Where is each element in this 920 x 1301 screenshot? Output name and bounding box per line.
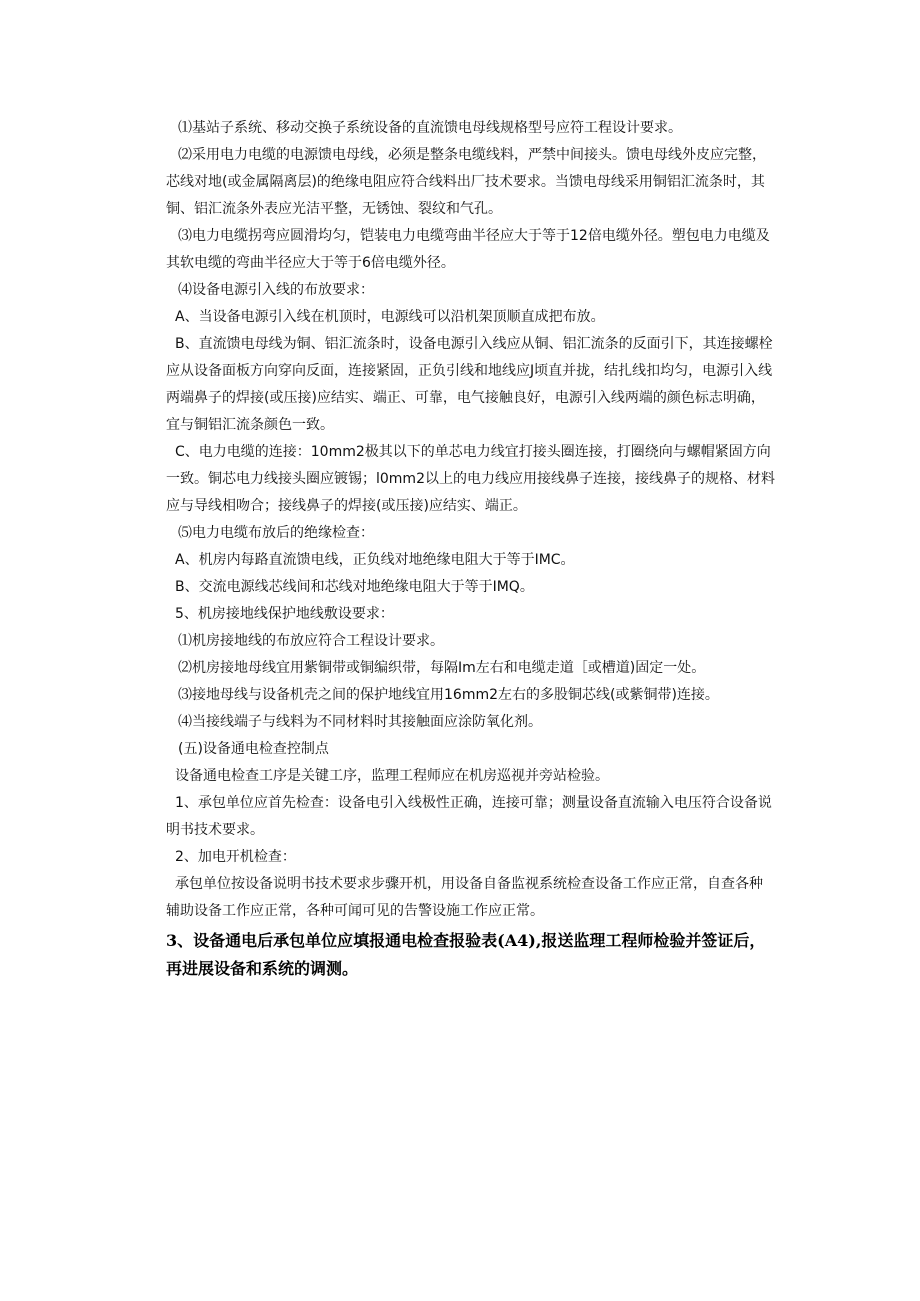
paragraph-five-2: 2、加电开机检查： (175, 849, 296, 865)
paragraph-4-4: ⑷设备电源引入线的布放要求： (178, 282, 374, 298)
paragraph-5-3: ⑶接地母线与设备机壳之间的保护地线宜用16mm2左右的多股铜芯线(或紫铜带)连接。 (178, 687, 719, 703)
paragraph-five-intro: 设备通电检查工序是关键工序，监理工程师应在机房巡视并旁站检验。 (175, 768, 609, 784)
paragraph-4-5-b: B、交流电源线芯线间和芯线对地绝缘电阻大于等于IMQ。 (175, 579, 534, 595)
paragraph-4-5: ⑸电力电缆布放后的绝缘检查： (178, 525, 374, 541)
section-five-heading: (五)设备通电检查控制点 (178, 741, 329, 757)
paragraph-4-1: ⑴基站子系统、移动交换子系统设备的直流馈电母线规格型号应符工程设计要求。 (178, 120, 682, 136)
paragraph-5-2: ⑵机房接地母线宜用紫铜带或铜编织带，每隔Im左右和电缆走道［或槽道)固定一处。 (178, 660, 706, 676)
paragraph-five-2-detail: 承包单位按设备说明书技术要求步骤开机，用设备自备监视系统检查设备工作应正常，自查各种辅助设备工作应正常，各种可闻可见的告警设施工作应正常。 (166, 876, 763, 919)
paragraph-4-4-a: A、当设备电源引入线在机顶时，电源线可以沿机架顶顺直成把布放。 (175, 309, 605, 325)
paragraph-4-4-c: C、电力电缆的连接：10mm2极其以下的单芯电力线宜打接头圈连接，打圈绕向与螺帽紧固方向一致。铜芯电力线接头圈应镀锡；l0mm2以上的电力线应用接线鼻子连接，接线鼻子的规格、材料应与导线相吻合；接线鼻子的焊接(或压接)应结实、端正。 (166, 444, 775, 514)
document-body (166, 115, 776, 983)
section-5-heading: 5、机房接地线保护地线敷设要求： (175, 606, 394, 622)
paragraph-4-4-b: B、直流馈电母线为铜、铝汇流条时，设备电源引入线应从铜、铝汇流条的反面引下，其连接螺栓应从设备面板方向穿向反面，连接紧固，正负引线和地线应J顷直并拢，结扎线扣均匀，电源引入线两端鼻子的焊接(或压接)应结实、端正、可靠，电气接触良好，电源引入线两端的颜色标志明确，宜与铜铝汇流条颜色一致。 (166, 336, 773, 433)
paragraph-4-5-a: A、机房内每路直流馈电线，正负线对地绝缘电阻大于等于IMC。 (175, 552, 575, 568)
paragraph-5-1: ⑴机房接地线的布放应符合工程设计要求。 (178, 633, 444, 649)
paragraph-4-2: ⑵采用电力电缆的电源馈电母线，必须是整条电缆线料，严禁中间接头。馈电母线外皮应完整，芯线对地(或金属隔离层)的绝缘电阻应符合线料出厂技术要求。当馈电母线采用铜铝汇流条时，其铜、铝汇流条外表应光洁平整，无锈蚀、裂纹和气孔。 (166, 147, 766, 217)
paragraph-five-3: 3、设备通电后承包单位应填报通电检查报验表(A4),报送监理工程师检验并签证后，再进展设备和系统的调测。 (166, 931, 766, 978)
paragraph-5-4: ⑷当接线端子与线料为不同材料时其接触面应涂防氧化剂。 (178, 714, 542, 730)
paragraph-4-3: ⑶电力电缆拐弯应圆滑均匀，铠装电力电缆弯曲半径应大于等于12倍电缆外径。塑包电力电缆及其软电缆的弯曲半径应大于等于6倍电缆外径。 (166, 228, 770, 271)
paragraph-five-1: 1、承包单位应首先检查：设备电引入线极性正确，连接可靠；测量设备直流输入电压符合设备说明书技术要求。 (166, 795, 772, 838)
